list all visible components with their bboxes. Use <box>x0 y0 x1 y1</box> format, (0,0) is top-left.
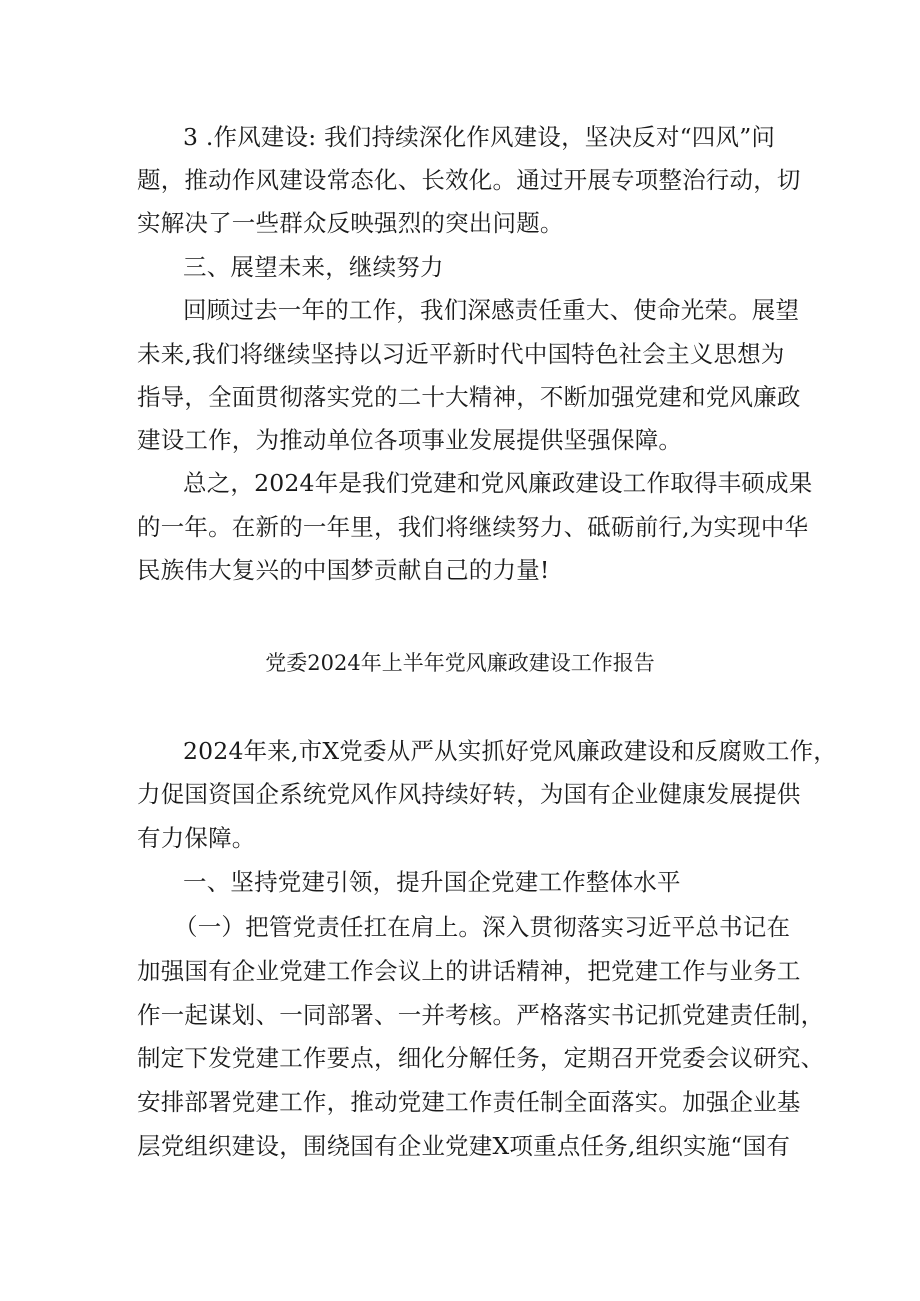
paragraph-line: 有力保障。 <box>137 824 256 852</box>
paragraph-line: 力促国资国企系统党风作风持续好转，为国有企业健康发展提供 <box>137 780 801 808</box>
paragraph-line: 安排部署党建工作，推动党建工作责任制全面落实。加强企业基 <box>137 1088 801 1116</box>
paragraph-line: 层党组织建设，围绕国有企业党建X项重点任务,组织实施“国有 <box>137 1132 791 1160</box>
section-heading: 一、坚持党建引领，提升国企党建工作整体水平 <box>183 868 681 896</box>
paragraph-line: 总之，2024年是我们党建和党风廉政建设工作取得丰硕成果 <box>183 469 813 497</box>
report-title: 党委2024年上半年党风廉政建设工作报告 <box>265 651 655 675</box>
paragraph-line: 未来,我们将继续坚持以习近平新时代中国特色社会主义思想为 <box>137 340 785 368</box>
paragraph-line: 民族伟大复兴的中国梦贡献自己的力量! <box>137 556 550 584</box>
paragraph-line: 回顾过去一年的工作，我们深感责任重大、使命光荣。展望 <box>183 296 800 324</box>
paragraph-line: 指导，全面贯彻落实党的二十大精神，不断加强党建和党风廉政 <box>137 383 801 411</box>
paragraph-line: 实解决了一些群众反映强烈的突出问题。 <box>137 209 564 237</box>
paragraph-line: 题，推动作风建设常态化、长效化。通过开展专项整治行动，切 <box>137 166 801 194</box>
paragraph-line: 加强国有企业党建工作会议上的讲话精神，把党建工作与业务工 <box>137 957 801 985</box>
paragraph-line: 建设工作，为推动单位各项事业发展提供坚强保障。 <box>137 426 683 454</box>
paragraph-line: （一）把管党责任扛在肩上。深入贯彻落实习近平总书记在 <box>174 913 791 941</box>
paragraph-line: 3 .作风建设: 我们持续深化作风建设，坚决反对“四风”问 <box>183 123 776 151</box>
paragraph-line: 作一起谋划、一同部署、一并考核。严格落实书记抓党建责任制， <box>137 1001 825 1029</box>
paragraph-line: 制定下发党建工作要点，细化分解任务，定期召开党委会议研究、 <box>137 1044 825 1072</box>
section-heading: 三、展望未来，继续努力 <box>183 253 444 281</box>
paragraph-line: 的一年。在新的一年里，我们将继续努力、砥砺前行,为实现中华 <box>137 513 809 541</box>
paragraph-line: 2024年来,市X党委从严从实抓好党风廉政建设和反腐败工作， <box>183 737 838 765</box>
